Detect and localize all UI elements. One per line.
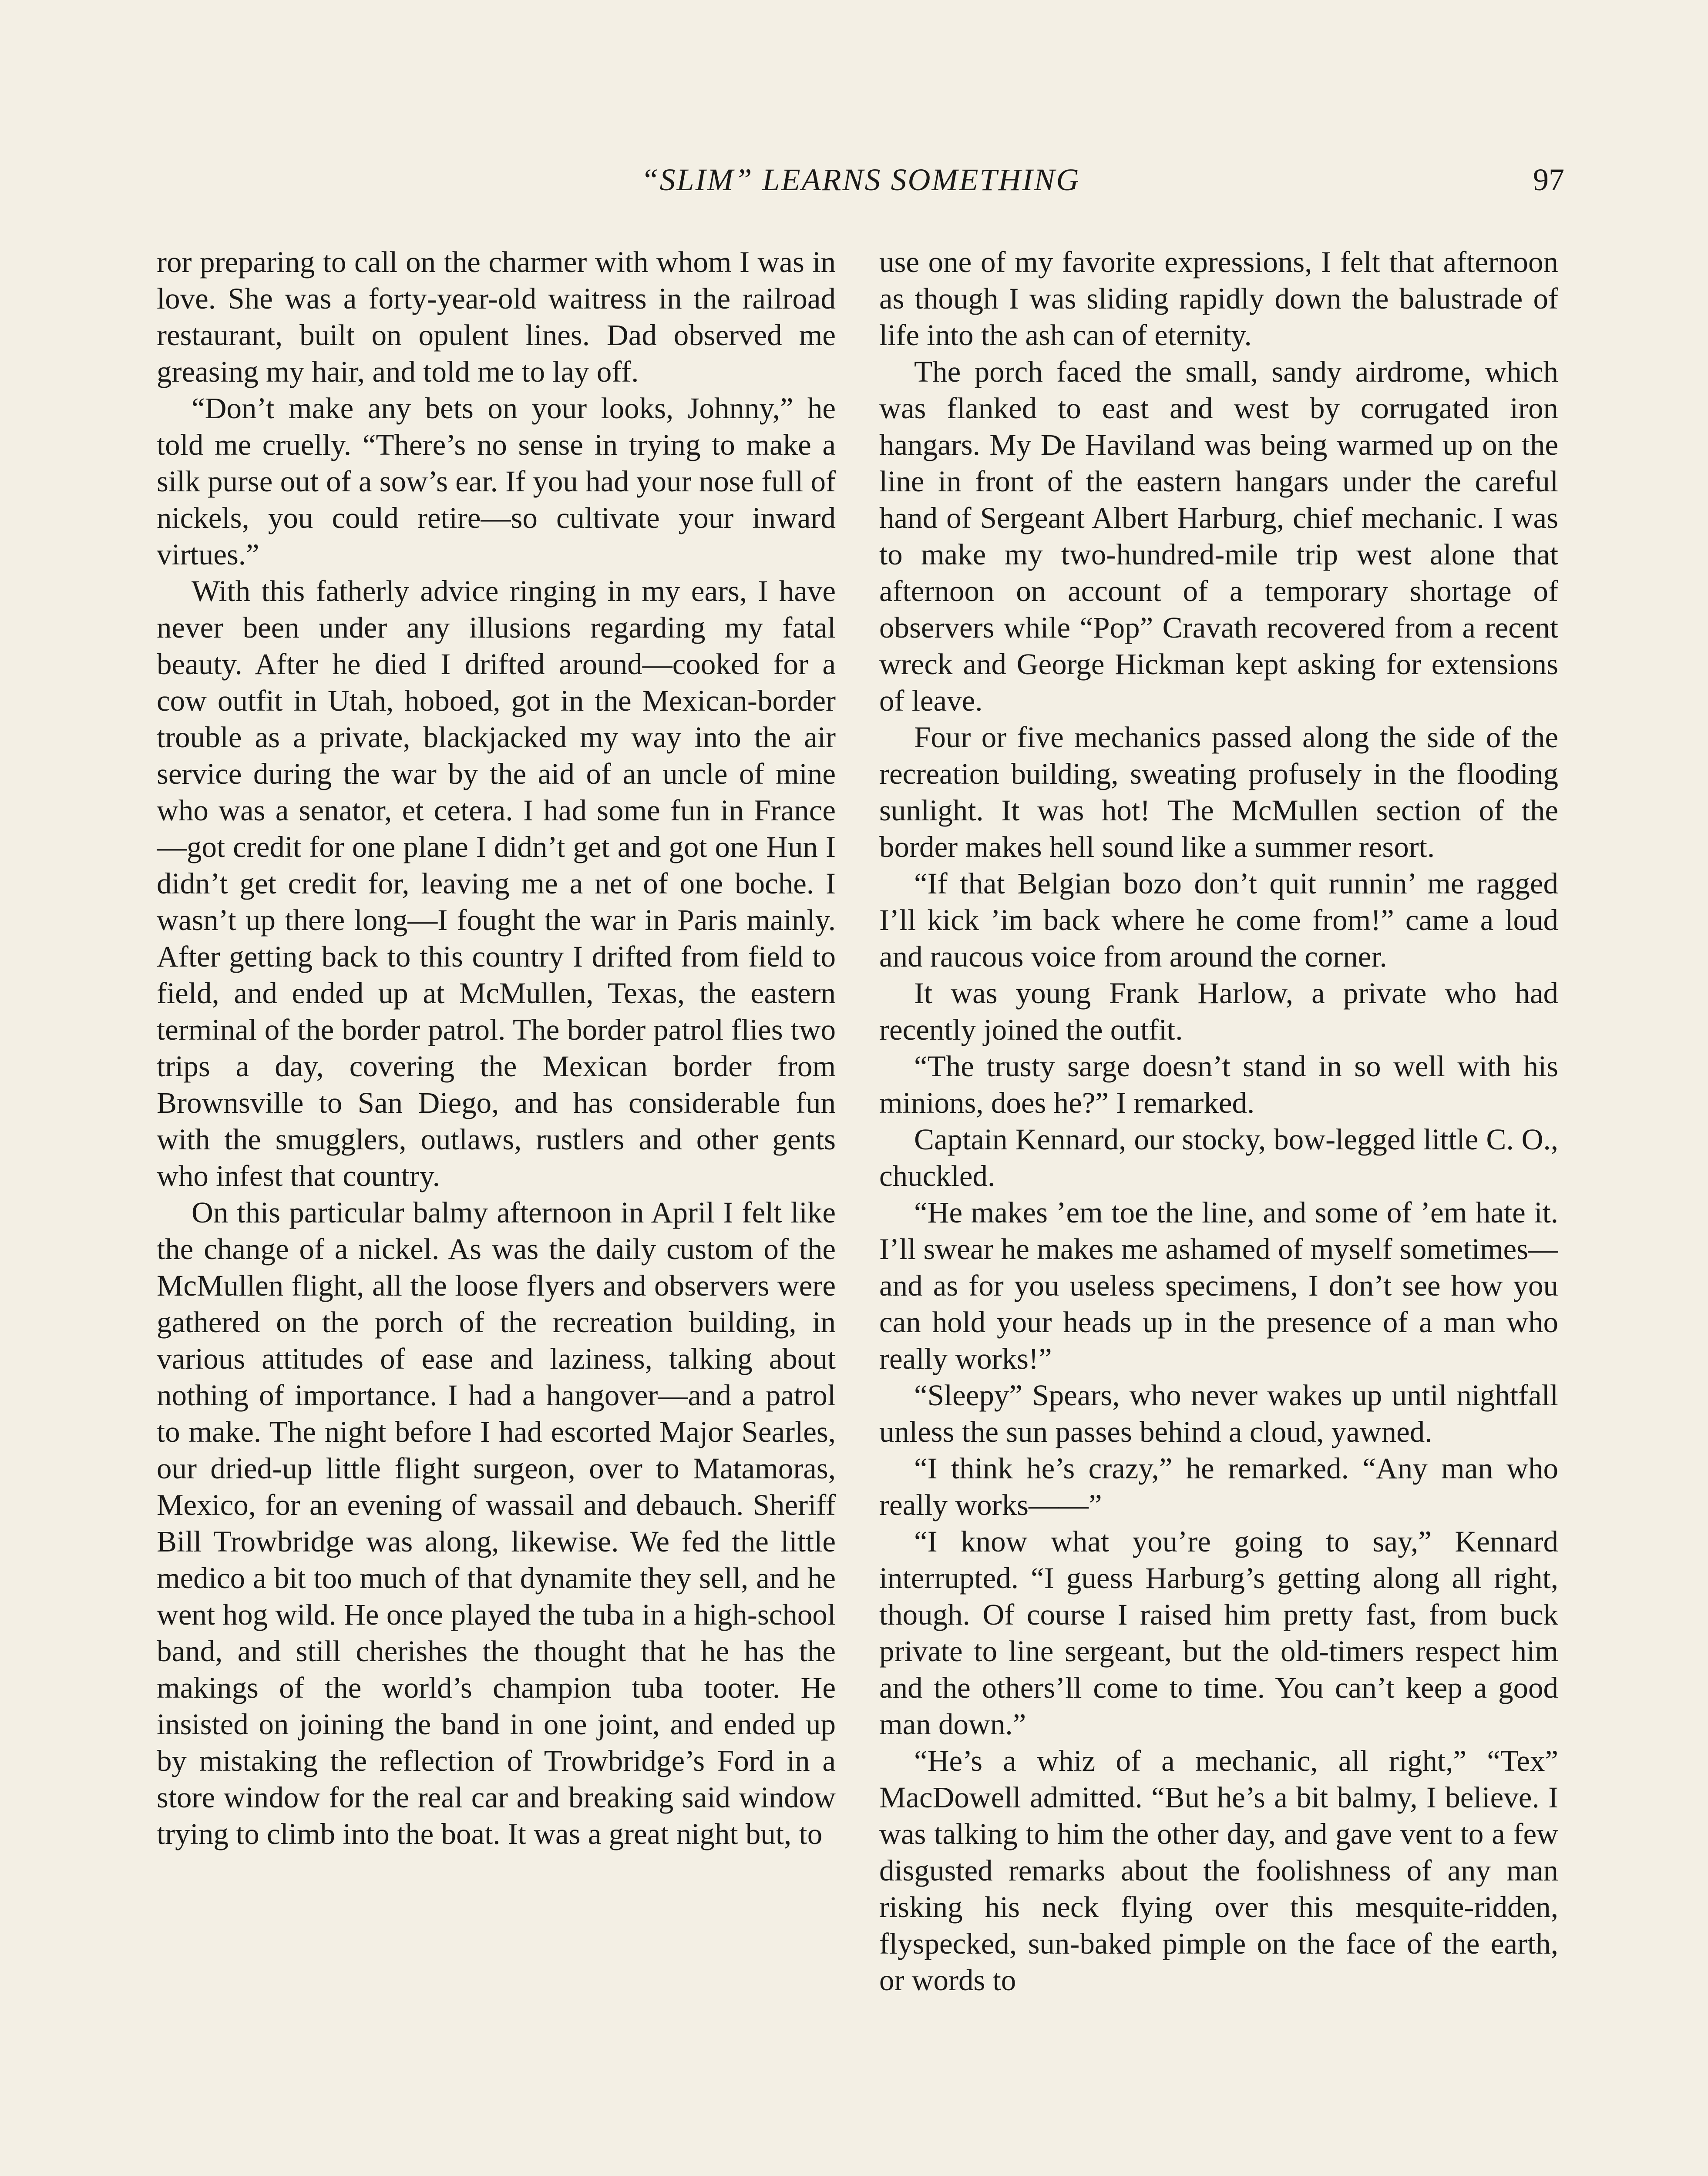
- page-header: [157, 162, 1564, 214]
- left-column: [157, 244, 836, 2176]
- article-body: [157, 244, 1558, 2176]
- paragraph: With this fatherly advice ringing in my ears, I have never been under any illusions regarding my fatal beauty. After he died I drifted around—cooked for a cow outfit in Utah, hoboed, got in the Mexican-border trouble as a private, blackjacked my way into the air service during the war by the aid of an uncle of mine who was a senator, et cetera. I had some fun in France—got credit for one plane I didn’t get and got one Hun I didn’t get credit for, leaving me a net of one boche. I wasn’t up there long—I fought the war in Paris mainly. After getting back to this country I drifted from field to field, and ended up at McMullen, Texas, the eastern terminal of the border patrol. The border patrol flies two trips a day, covering the Mexican border from Brownsville to San Diego, and has considerable fun with the smugglers, outlaws, rustlers and other gents who infest that country.: [157, 574, 836, 1192]
- paragraph: The porch faced the small, sandy airdrome, which was flanked to east and west by corrugated iron hangars. My De Haviland was being warmed up on the line in front of the eastern hangars under the careful hand of Sergeant Albert Harburg, chief mechanic. I was to make my two-hundred-mile trip west alone that afternoon on account of a temporary shortage of observers while “Pop” Cravath recovered from a recent wreck and George Hickman kept asking for extensions of leave.: [879, 355, 1558, 717]
- paragraph: Four or five mechanics passed along the side of the recreation building, sweating profusely in the flooding sunlight. It was hot! The McMullen section of the border makes hell sound like a summer resort.: [879, 721, 1558, 863]
- right-column: [879, 244, 1558, 2176]
- paragraph: “I know what you’re going to say,” Kennard interrupted. “I guess Harburg’s getting along all right, though. Of course I raised him pretty fast, from buck private to line sergeant, but the old-timers respect him and the others’ll come to time. You can’t keep a good man down.”: [879, 1525, 1558, 1741]
- paragraph: On this particular balmy afternoon in April I felt like the change of a nickel. As was the daily custom of the McMullen flight, all the loose flyers and observers were gathered on the porch of the recreation building, in various attitudes of ease and laziness, talking about nothing of importance. I had a hangover—and a patrol to make. The night before I had escorted Major Searles, our dried-up little flight surgeon, over to Matamoras, Mexico, for an evening of wassail and debauch. Sheriff Bill Trowbridge was along, likewise. We fed the little medico a bit too much of that dynamite they sell, and he went hog wild. He once played the tuba in a high-school band, and still cherishes the thought that he has the makings of the world’s champion tuba tooter. He insisted on joining the band in one joint, and ended up by mistaking the reflection of Trowbridge’s Ford in a store window for the real car and breaking said window trying to climb into the boat. It was a great night but, to: [157, 1196, 836, 1850]
- paragraph: “Don’t make any bets on your looks, Johnny,” he told me cruelly. “There’s no sense in trying to make a silk purse out of a sow’s ear. If you had your nose full of nickels, you could retire—so cultivate your inward virtues.”: [157, 392, 836, 571]
- paragraph: It was young Frank Harlow, a private who had recently joined the outfit.: [879, 977, 1558, 1046]
- paragraph: “The trusty sarge doesn’t stand in so well with his minions, does he?” I remarked.: [879, 1050, 1558, 1119]
- paragraph: “If that Belgian bozo don’t quit runnin’ me ragged I’ll kick ’im back where he come from!” came a loud and raucous voice from around the corner.: [879, 867, 1558, 973]
- paragraph: “Sleepy” Spears, who never wakes up until nightfall unless the sun passes behind a cloud, yawned.: [879, 1379, 1558, 1448]
- paragraph: use one of my favorite expressions, I felt that afternoon as though I was sliding rapidly down the balustrade of life into the ash can of eternity.: [879, 245, 1558, 352]
- paragraph: ror preparing to call on the charmer with whom I was in love. She was a forty-year-old waitress in the railroad restaurant, built on opulent lines. Dad observed me greasing my hair, and told me to lay off.: [157, 245, 836, 388]
- running-title: “SLIM” LEARNS SOMETHING: [641, 162, 1080, 197]
- paragraph: Captain Kennard, our stocky, bow-legged little C. O., chuckled.: [879, 1123, 1558, 1192]
- paragraph: “He’s a whiz of a mechanic, all right,” “Tex” MacDowell admitted. “But he’s a bit balmy, I believe. I was talking to him the other day, and gave vent to a few disgusted remarks about the foolishness of any man risking his neck flying over this mesquite-ridden, flyspecked, sun-baked pimple on the face of the earth, or words to: [879, 1744, 1558, 1997]
- page-number: 97: [1533, 162, 1564, 197]
- paragraph: “I think he’s crazy,” he remarked. “Any man who really works——”: [879, 1452, 1558, 1521]
- paragraph: “He makes ’em toe the line, and some of ’em hate it. I’ll swear he makes me ashamed of myself sometimes—and as for you useless specimens, I don’t see how you can hold your heads up in the presence of a man who really works!”: [879, 1196, 1558, 1375]
